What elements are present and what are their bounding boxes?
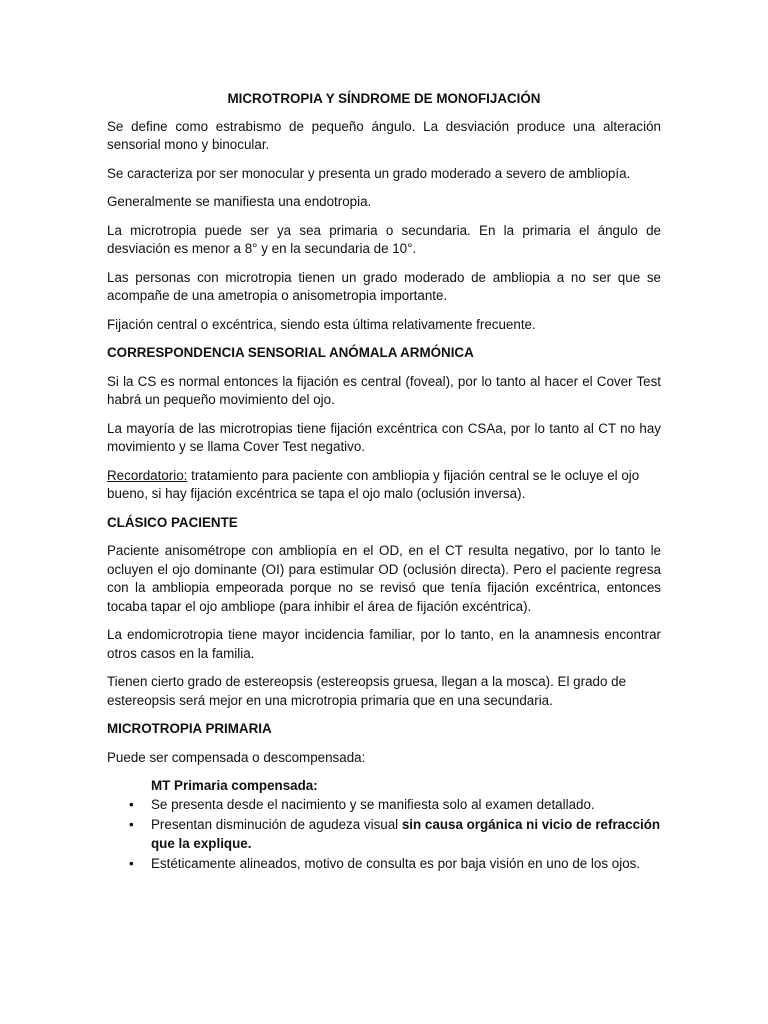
paragraph-definition: Se define como estrabismo de pequeño ángulo. La desviación produce una alteración sensorial mono y binocular.	[107, 118, 661, 152]
heading-clasico-paciente: CLÁSICO PACIENTE	[107, 514, 238, 530]
heading-correspondencia: CORRESPONDENCIA SENSORIAL ANÓMALA ARMÓNICA	[107, 345, 474, 360]
document-page	[107, 90, 661, 876]
paragraph-reminder	[107, 467, 661, 504]
bullet-list	[107, 796, 661, 874]
paragraph-characteristics: Se caracteriza por ser monocular y presenta un grado moderado a severo de ambliopía.	[107, 165, 631, 181]
list-item: • Se presenta desde el nacimiento y se manifiesta solo al examen detallado.	[107, 796, 661, 815]
list-item: • Estéticamente alineados, motivo de consulta es por baja visión en uno de los ojos.	[107, 855, 661, 874]
paragraph-cover-test-negative: La mayoría de las microtropias tiene fijación excéntrica con CSAa, por lo tanto al CT no hay movimiento y se llama Cover Test negativo.	[107, 420, 661, 454]
paragraph-ambliopia: Las personas con microtropia tienen un grado moderado de ambliopia a no ser que se acompañe de una ametropia o anisometropia importante.	[107, 269, 661, 303]
paragraph-familiar: La endomicrotropia tiene mayor incidencia familiar, por lo tanto, en la anamnesis encontrar otros casos en la familia.	[107, 627, 661, 661]
reminder-text: tratamiento para paciente con ambliopia y fijación central se le ocluye el ojo bueno, si hay fijación excéntrica se tapa el ojo malo (oclusión inversa).	[107, 467, 640, 501]
paragraph-patient-case: Paciente anisométrope con ambliopía en el OD, en el CT resulta negativo, por lo tanto le ocluyen el ojo dominante (OI) para estimular OD (oclusión directa). Pero el paciente regresa con la ambliopia empeorada porque no se revisó que tenía fijación excéntrica, entonces tocaba tapar el ojo ambliope (para inhibir el área de fijación excéntrica).	[107, 543, 661, 614]
paragraph-fixation: Fijación central o excéntrica, siendo esta última relativamente frecuente.	[107, 316, 536, 332]
paragraph-compensada: Puede ser compensada o descompensada:	[107, 749, 366, 765]
heading-microtropia-primaria: MICROTROPIA PRIMARIA	[107, 721, 272, 736]
bullet-icon: •	[129, 817, 134, 832]
reminder-label: Recordatorio:	[107, 467, 188, 483]
paragraph-cover-test: Si la CS es normal entonces la fijación es central (foveal), por lo tanto al hacer el Cover Test habrá un pequeño movimiento del ojo.	[107, 373, 661, 407]
paragraph-estereopsis: Tienen cierto grado de estereopsis (estereopsis gruesa, llegan a la mosca). El grado de estereopsis será mejor en una microtropia primaria que en una secundaria.	[107, 674, 627, 708]
document-title: MICROTROPIA Y SÍNDROME DE MONOFIJACIÓN	[227, 91, 541, 106]
bullet-icon: •	[129, 856, 134, 871]
bullet-icon: •	[129, 796, 134, 812]
paragraph-types: La microtropia puede ser ya sea primaria o secundaria. En la primaria el ángulo de desviación es menor a 8° y en la secundaria de 10°.	[107, 222, 661, 256]
subheading-mt-primaria: MT Primaria compensada:	[151, 778, 318, 793]
paragraph-endotropia: Generalmente se manifiesta una endotropia.	[107, 194, 372, 209]
list-item: • Presentan disminución de agudeza visual sin causa orgánica ni vicio de refracción que la explique.	[129, 817, 661, 851]
